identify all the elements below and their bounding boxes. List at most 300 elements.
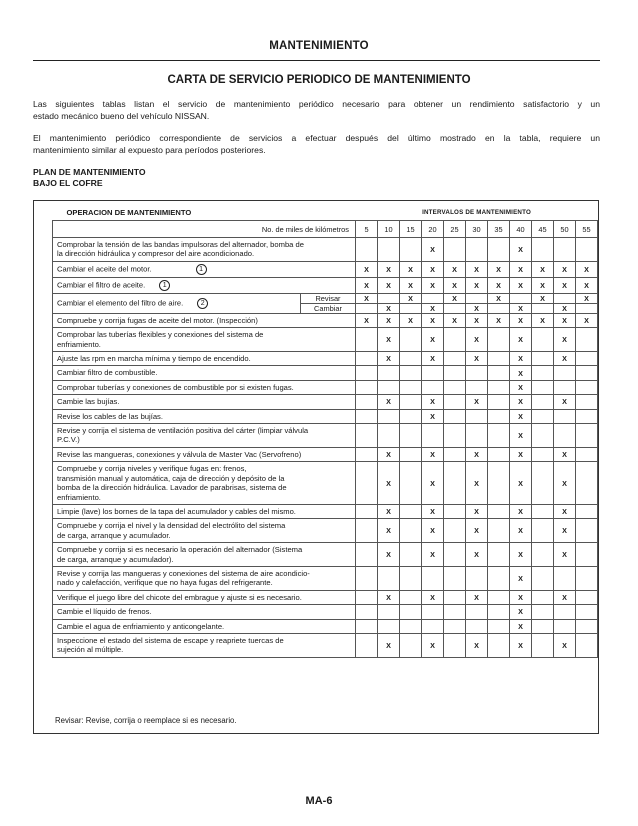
operation-text: bomba de la dirección hidráulica. Lavador de parabrisas, sistema de (57, 483, 287, 493)
interval-mark: X (466, 303, 488, 313)
interval-mark: X (378, 447, 400, 461)
interval-mark: X (554, 395, 576, 409)
interval-mark (576, 424, 598, 448)
operation-text: enfriamiento. (57, 339, 101, 349)
interval-mark: X (510, 619, 532, 633)
interval-mark (466, 409, 488, 423)
interval-mark: X (378, 543, 400, 567)
interval-mark: X (554, 447, 576, 461)
interval-mark (444, 543, 466, 567)
interval-mark: X (466, 277, 488, 293)
table-row (53, 277, 598, 293)
interval-mark (400, 619, 422, 633)
interval-mark: X (510, 238, 532, 262)
interval-mark (532, 328, 554, 352)
interval-mark: X (378, 590, 400, 604)
interval-mark (532, 395, 554, 409)
interval-mark (488, 303, 510, 313)
interval-25: 25 (444, 221, 466, 238)
interval-mark (422, 424, 444, 448)
interval-mark: X (510, 633, 532, 657)
operation-text: nado y calefacción, verifique que no haya fugas del refrigerante. (57, 578, 273, 588)
interval-mark (532, 605, 554, 619)
operation-text: transmisión manual y automática, caja de dirección y depósito de la (57, 473, 285, 483)
interval-mark: X (510, 543, 532, 567)
interval-mark: X (510, 590, 532, 604)
interval-mark (466, 293, 488, 303)
table-row (53, 566, 598, 590)
operation-text: Comprobar las tuberías flexibles y conexiones del sistema de (57, 330, 264, 340)
interval-mark (400, 590, 422, 604)
operation-text: Verifique el juego libre del chicote del embrague y ajuste si es necesario. (57, 592, 302, 602)
operation-cell (53, 566, 356, 590)
interval-mark: X (466, 313, 488, 327)
table-row (53, 519, 598, 543)
interval-mark: X (466, 261, 488, 277)
operation-text: la dirección hidráulica y compresor del aire acondicionado. (57, 249, 255, 259)
interval-mark (532, 366, 554, 380)
interval-mark: X (444, 313, 466, 327)
section-heading-line1: PLAN DE MANTENIMIENTO (33, 167, 146, 177)
interval-mark (444, 504, 466, 518)
interval-mark (400, 504, 422, 518)
interval-mark: X (554, 633, 576, 657)
interval-mark (444, 395, 466, 409)
table-row (53, 447, 598, 461)
cambiar-label: Cambiar (301, 303, 356, 313)
interval-mark: X (466, 633, 488, 657)
interval-mark (576, 619, 598, 633)
operation-cell (53, 462, 356, 505)
interval-mark (422, 605, 444, 619)
interval-mark (510, 293, 532, 303)
header-rule (33, 60, 600, 61)
interval-mark (576, 366, 598, 380)
interval-mark (400, 328, 422, 352)
table-row (53, 293, 598, 303)
operation-cell (53, 352, 356, 366)
interval-mark (422, 566, 444, 590)
interval-mark: X (422, 352, 444, 366)
operation-cell (53, 277, 356, 293)
operation-text: Cambiar el filtro de aceite. (57, 280, 146, 290)
operation-text: Cambiar filtro de combustible. (57, 368, 158, 378)
operation-text: Revise las mangueras, conexiones y válvula de Master Vac (Servofreno) (57, 449, 302, 459)
interval-mark: X (422, 277, 444, 293)
interval-mark: X (356, 277, 378, 293)
page-number: MA-6 (305, 795, 333, 807)
intro-p2-line1: El mantenimiento periódico correspondiente de servicios a efectuar después del último mostrado en la tabla, requiere un (33, 133, 600, 143)
interval-mark (356, 619, 378, 633)
interval-mark: X (422, 395, 444, 409)
interval-mark: X (510, 395, 532, 409)
interval-mark (356, 303, 378, 313)
interval-mark (532, 633, 554, 657)
interval-mark (378, 605, 400, 619)
interval-mark: X (510, 352, 532, 366)
interval-mark: X (532, 313, 554, 327)
table-row (53, 462, 598, 505)
interval-30: 30 (466, 221, 488, 238)
interval-mark (466, 366, 488, 380)
operation-text: Limpie (lave) los bornes de la tapa del acumulador y cables del mismo. (57, 506, 296, 516)
interval-mark (356, 328, 378, 352)
interval-mark: X (510, 313, 532, 327)
operation-text: Revise los cables de las bujías. (57, 411, 163, 421)
interval-mark: X (532, 293, 554, 303)
interval-mark (466, 619, 488, 633)
interval-mark: X (400, 313, 422, 327)
operation-cell (53, 543, 356, 567)
interval-mark: X (422, 238, 444, 262)
interval-45: 45 (532, 221, 554, 238)
interval-mark (554, 380, 576, 394)
interval-mark: X (378, 352, 400, 366)
interval-mark (422, 619, 444, 633)
revisar-footnote: Revisar: Revise, corrija o reemplace si es necesario. (55, 716, 237, 725)
operation-text: Revise y corrija el sistema de ventilación positiva del cárter (limpiar válvula (57, 426, 309, 436)
operation-text: Compruebe y corrija niveles y verifique fugas en: frenos, (57, 464, 247, 474)
interval-mark (444, 566, 466, 590)
interval-mark (400, 395, 422, 409)
interval-mark: X (378, 395, 400, 409)
interval-mark (356, 380, 378, 394)
interval-mark (444, 424, 466, 448)
operation-text: Comprobar la tensión de las bandas impulsoras del alternador, bomba de (57, 240, 304, 249)
interval-mark: X (422, 633, 444, 657)
interval-mark: X (510, 566, 532, 590)
interval-mark (532, 462, 554, 505)
interval-50: 50 (554, 221, 576, 238)
interval-mark (356, 424, 378, 448)
interval-mark (576, 633, 598, 657)
interval-mark: X (510, 462, 532, 505)
operation-cell (53, 328, 356, 352)
operation-text: Cambiar el aceite del motor. (57, 264, 152, 274)
interval-mark (356, 447, 378, 461)
operation-cell (53, 395, 356, 409)
interval-mark (488, 504, 510, 518)
interval-mark (576, 409, 598, 423)
km-label: No. de miles de kilómetros (53, 221, 356, 238)
interval-mark (444, 519, 466, 543)
interval-mark (400, 447, 422, 461)
interval-mark (378, 566, 400, 590)
interval-mark (554, 619, 576, 633)
interval-mark (554, 566, 576, 590)
interval-mark: X (422, 543, 444, 567)
interval-mark (356, 566, 378, 590)
operation-cell (53, 590, 356, 604)
interval-mark (532, 409, 554, 423)
table-row (53, 543, 598, 567)
intro-paragraph-1 (33, 98, 600, 122)
interval-mark: X (422, 328, 444, 352)
table-row (53, 395, 598, 409)
interval-mark (532, 380, 554, 394)
operation-cell (53, 366, 356, 380)
operation-text: Cambie el líquido de frenos. (57, 607, 152, 617)
interval-mark (378, 293, 400, 303)
intro-paragraph-2 (33, 132, 600, 156)
interval-mark (488, 366, 510, 380)
table-row (53, 313, 598, 327)
interval-mark: X (510, 409, 532, 423)
intervals-header: INTERVALOS DE MANTENIMIENTO (356, 204, 598, 221)
interval-mark: X (378, 328, 400, 352)
interval-mark (488, 424, 510, 448)
interval-mark (532, 303, 554, 313)
interval-mark: X (532, 277, 554, 293)
operation-text: Cambie el agua de enfriamiento y anticongelante. (57, 621, 225, 631)
interval-15: 15 (400, 221, 422, 238)
operation-text: Inspeccione el estado del sistema de escape y reapriete tuercas de (57, 635, 284, 645)
document-title: CARTA DE SERVICIO PERIODICO DE MANTENIMIENTO (167, 74, 471, 86)
interval-mark: X (356, 261, 378, 277)
interval-mark (444, 462, 466, 505)
interval-mark (444, 238, 466, 262)
interval-mark: X (400, 261, 422, 277)
interval-mark (444, 352, 466, 366)
interval-mark: X (444, 277, 466, 293)
operation-cell (53, 504, 356, 518)
operation-text: de carga, arranque y acumulador). (57, 554, 174, 564)
interval-mark: X (554, 504, 576, 518)
interval-mark: X (510, 424, 532, 448)
operation-cell (53, 633, 356, 657)
interval-mark (444, 605, 466, 619)
interval-mark (400, 303, 422, 313)
operation-text: Compruebe y corrija fugas de aceite del motor. (Inspección) (57, 315, 258, 325)
interval-mark: X (554, 313, 576, 327)
operation-cell (53, 447, 356, 461)
interval-mark (400, 366, 422, 380)
interval-mark: X (378, 633, 400, 657)
interval-mark (488, 633, 510, 657)
interval-mark (378, 366, 400, 380)
interval-mark: X (466, 462, 488, 505)
interval-mark (488, 447, 510, 461)
interval-mark (378, 424, 400, 448)
interval-mark: X (400, 293, 422, 303)
interval-mark: X (554, 303, 576, 313)
operation-text: de carga, arranque y acumulador. (57, 530, 171, 540)
interval-mark (400, 409, 422, 423)
interval-mark (576, 605, 598, 619)
interval-mark: X (510, 328, 532, 352)
interval-mark (488, 566, 510, 590)
interval-mark (576, 380, 598, 394)
interval-mark: X (510, 303, 532, 313)
interval-mark (356, 519, 378, 543)
interval-mark (444, 409, 466, 423)
interval-mark (422, 380, 444, 394)
interval-mark (532, 352, 554, 366)
interval-mark: X (466, 504, 488, 518)
interval-mark (466, 380, 488, 394)
section-heading (33, 167, 146, 189)
interval-mark (444, 366, 466, 380)
interval-mark: X (378, 277, 400, 293)
interval-mark: X (466, 328, 488, 352)
interval-mark (576, 543, 598, 567)
interval-mark (444, 447, 466, 461)
operation-text: P.C.V.) (57, 435, 80, 445)
interval-mark (466, 566, 488, 590)
interval-35: 35 (488, 221, 510, 238)
revisar-label: Revisar (301, 293, 356, 303)
interval-20: 20 (422, 221, 444, 238)
operation-text: Compruebe y corrija el nivel y la densidad del electrólito del sistema (57, 521, 286, 531)
interval-mark (400, 424, 422, 448)
interval-label-row (53, 221, 598, 238)
operation-cell (53, 409, 356, 423)
interval-mark: X (356, 293, 378, 303)
interval-mark (400, 238, 422, 262)
table-row (53, 633, 598, 657)
interval-mark (576, 566, 598, 590)
interval-mark: X (576, 261, 598, 277)
interval-mark (532, 590, 554, 604)
interval-mark: X (466, 519, 488, 543)
interval-mark: X (554, 261, 576, 277)
interval-mark: X (510, 261, 532, 277)
interval-mark (444, 633, 466, 657)
interval-mark (576, 303, 598, 313)
interval-mark (422, 293, 444, 303)
interval-mark (444, 328, 466, 352)
interval-mark (532, 619, 554, 633)
table-row (53, 605, 598, 619)
interval-mark: X (400, 277, 422, 293)
operation-text: Revise y corrija las mangueras y conexiones del sistema de aire acondicio- (57, 568, 310, 578)
table-row (53, 380, 598, 394)
interval-mark: X (554, 543, 576, 567)
operation-text: Cambie las bujías. (57, 397, 120, 407)
interval-mark: X (576, 313, 598, 327)
maintenance-table (52, 204, 598, 658)
interval-mark: X (488, 277, 510, 293)
operation-cell (53, 619, 356, 633)
table-row (53, 238, 598, 262)
interval-mark (356, 590, 378, 604)
interval-mark (422, 366, 444, 380)
interval-55: 55 (576, 221, 598, 238)
table-row (53, 352, 598, 366)
intro-p2-line2: mantenimiento similar al expuesto para períodos posteriores. (33, 145, 266, 155)
interval-mark: X (488, 293, 510, 303)
interval-mark (488, 543, 510, 567)
interval-mark: X (422, 590, 444, 604)
interval-mark (554, 293, 576, 303)
interval-mark: X (554, 277, 576, 293)
interval-mark (488, 590, 510, 604)
interval-mark (576, 395, 598, 409)
interval-mark: X (510, 605, 532, 619)
interval-mark (356, 633, 378, 657)
operation-cell (53, 380, 356, 394)
interval-5: 5 (356, 221, 378, 238)
interval-mark (356, 238, 378, 262)
interval-mark: X (510, 277, 532, 293)
operation-text: Ajuste las rpm en marcha mínima y tiempo de encendido. (57, 354, 251, 364)
interval-mark (356, 395, 378, 409)
interval-mark (444, 380, 466, 394)
interval-mark (444, 303, 466, 313)
interval-mark: X (532, 261, 554, 277)
interval-mark (466, 238, 488, 262)
operation-text: Compruebe y corrija si es necesario la operación del alternador (Sistema (57, 545, 303, 555)
intro-p1-line2: estado mecánico bueno del vehículo NISSAN. (33, 111, 210, 121)
interval-mark (488, 328, 510, 352)
interval-mark (532, 424, 554, 448)
interval-mark (532, 543, 554, 567)
interval-mark (488, 605, 510, 619)
operation-cell (53, 313, 356, 327)
interval-40: 40 (510, 221, 532, 238)
interval-mark: X (422, 462, 444, 505)
operation-cell (53, 261, 356, 277)
interval-mark (532, 519, 554, 543)
interval-mark: X (378, 261, 400, 277)
note-2-marker: 2 (197, 298, 208, 309)
interval-10: 10 (378, 221, 400, 238)
interval-mark (356, 352, 378, 366)
table-row (53, 424, 598, 448)
interval-mark (400, 605, 422, 619)
interval-mark (400, 380, 422, 394)
interval-mark (576, 590, 598, 604)
interval-mark: X (356, 313, 378, 327)
interval-mark: X (422, 409, 444, 423)
interval-mark (576, 462, 598, 505)
interval-mark (488, 462, 510, 505)
interval-mark (554, 409, 576, 423)
table-header-row (53, 204, 598, 221)
note-1-marker: 1 (159, 280, 170, 291)
intro-p1-line1: Las siguientes tablas listan el servicio de mantenimiento periódico necesario para obtener un rendimiento satisfactorio y un (33, 99, 600, 109)
interval-mark (576, 238, 598, 262)
note-1-marker: 1 (196, 264, 207, 275)
interval-mark (532, 504, 554, 518)
interval-mark (378, 238, 400, 262)
interval-mark: X (554, 328, 576, 352)
operation-cell (53, 519, 356, 543)
interval-mark (400, 519, 422, 543)
interval-mark (488, 619, 510, 633)
operation-cell (53, 605, 356, 619)
interval-mark (488, 352, 510, 366)
interval-mark: X (576, 277, 598, 293)
interval-mark: X (488, 261, 510, 277)
interval-mark (356, 366, 378, 380)
interval-mark (532, 238, 554, 262)
interval-mark: X (422, 504, 444, 518)
table-row (53, 619, 598, 633)
interval-mark: X (510, 380, 532, 394)
interval-mark: X (510, 504, 532, 518)
table-row (53, 366, 598, 380)
interval-mark: X (488, 313, 510, 327)
interval-mark: X (554, 352, 576, 366)
interval-mark: X (510, 519, 532, 543)
table-row (53, 590, 598, 604)
page-header: MANTENIMIENTO (269, 40, 369, 52)
operation-text: enfriamiento. (57, 492, 101, 502)
table-row (53, 504, 598, 518)
interval-mark: X (422, 303, 444, 313)
interval-mark (356, 462, 378, 505)
